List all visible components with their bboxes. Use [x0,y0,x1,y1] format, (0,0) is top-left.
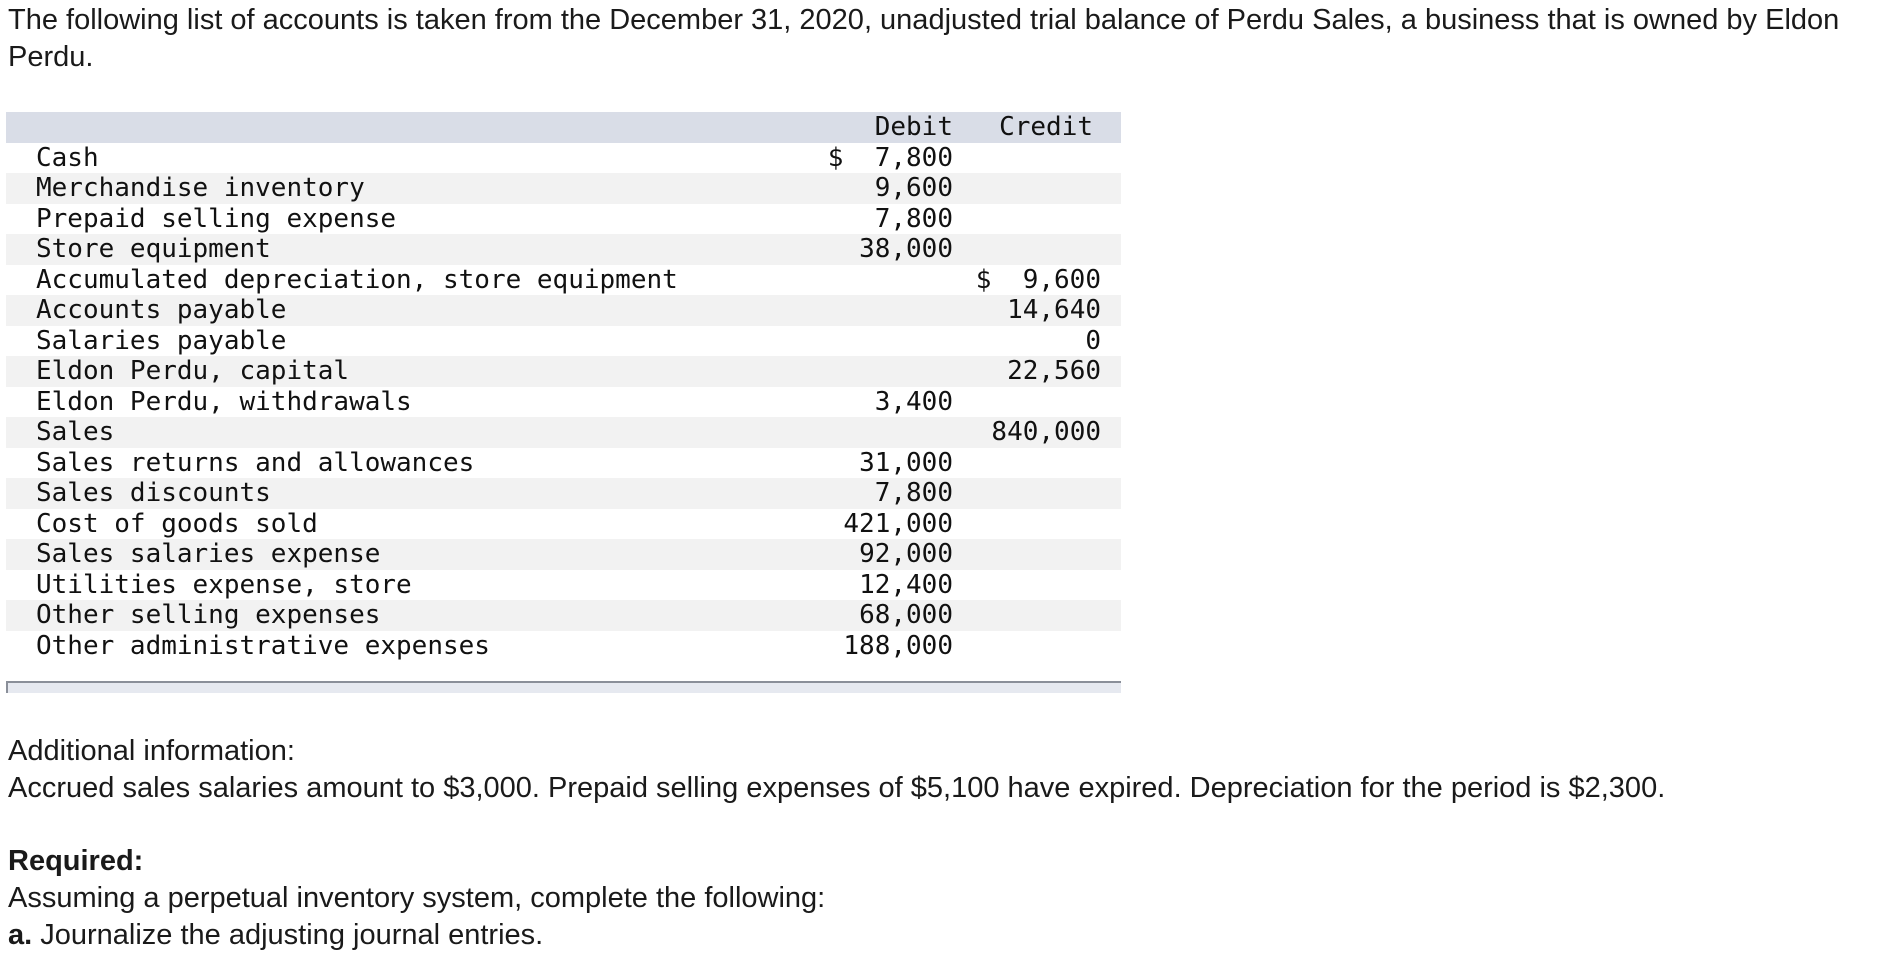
debit-amount [816,356,953,387]
account-name: Prepaid selling expense [36,203,397,234]
credit-amount: 14,640 [1007,295,1101,326]
account-name: Other administrative expenses [36,630,490,661]
account-name: Store equipment [36,234,271,265]
debit-amount: 3,400 [874,386,953,417]
table-row [6,600,1121,631]
debit-amount: 9,600 [874,173,953,204]
table-row [6,539,1121,570]
part-a-label: a. [8,919,33,951]
credit-amount: 0 [1085,325,1101,356]
debit-amount: 31,000 [859,447,953,478]
account-name: Merchandise inventory [36,173,365,204]
table-row [6,509,1121,540]
credit-amount [953,204,1121,235]
credit-amount [953,539,1121,570]
debit-amount: 421,000 [843,508,953,539]
account-name: Accounts payable [36,295,287,326]
debit-amount [816,265,953,296]
trial-balance-body [6,143,1121,662]
table-row [6,387,1121,418]
table-row [6,448,1121,479]
account-name: Sales discounts [36,478,271,509]
debit-amount: 12,400 [859,569,953,600]
debit-amount: $ 7,800 [827,142,953,173]
credit-amount [953,570,1121,601]
account-name: Sales returns and allowances [36,447,475,478]
account-name: Cost of goods sold [36,508,318,539]
additional-text: Accrued sales salaries amount to $3,000. Prepaid selling expenses of $5,100 have expired. Depreciation for the period is $2,300. [8,772,1666,804]
debit-amount [816,326,953,357]
additional-heading: Additional information: [8,735,295,767]
credit-amount [953,600,1121,631]
debit-amount: 92,000 [859,539,953,570]
table-row [6,417,1121,448]
debit-amount: 7,800 [874,478,953,509]
credit-amount [953,387,1121,418]
intro-paragraph: The following list of accounts is taken from the December 31, 2020, unadjusted trial balance of Perdu Sales, a business that is owned by Eldon Perdu. [8,4,1840,73]
debit-amount [816,417,953,448]
account-name: Salaries payable [36,325,287,356]
account-name: Cash [36,142,99,173]
table-row [6,265,1121,296]
required-heading: Required: [8,845,144,877]
credit-amount [953,448,1121,479]
debit-amount: 68,000 [859,600,953,631]
table-row [6,356,1121,387]
credit-amount: $ 9,600 [975,264,1101,295]
required-section [8,843,1878,954]
table-scrollbar[interactable] [6,681,1121,693]
part-a [8,917,1878,954]
debit-column-header: Debit [874,112,953,143]
debit-amount: 188,000 [843,630,953,661]
credit-amount [953,143,1121,174]
debit-amount [816,295,953,326]
table-row [6,143,1121,174]
table-row [6,326,1121,357]
account-column-header [6,112,816,143]
account-name: Eldon Perdu, withdrawals [36,386,412,417]
debit-amount: 7,800 [874,203,953,234]
credit-amount [953,173,1121,204]
part-a-text: Journalize the adjusting journal entries. [32,919,544,951]
table-spacer [6,661,1121,681]
credit-amount: 22,560 [1007,356,1101,387]
table-row [6,295,1121,326]
trial-balance-header-row [6,112,1121,143]
account-name: Utilities expense, store [36,569,412,600]
account-name: Accumulated depreciation, store equipment [36,264,678,295]
table-row [6,478,1121,509]
account-name: Sales salaries expense [36,539,381,570]
account-name: Eldon Perdu, capital [36,356,350,387]
table-row [6,570,1121,601]
table-row [6,234,1121,265]
credit-column-header: Credit [999,112,1093,143]
additional-information [8,733,1878,807]
table-row [6,173,1121,204]
trial-balance-table [6,112,1121,661]
account-name: Sales [36,417,115,448]
credit-amount [953,631,1121,662]
credit-amount [953,478,1121,509]
debit-amount: 38,000 [859,234,953,265]
credit-amount [953,509,1121,540]
required-instruction: Assuming a perpetual inventory system, complete the following: [8,882,826,914]
trial-balance [6,112,1121,693]
credit-amount [953,234,1121,265]
table-row [6,204,1121,235]
table-row [6,631,1121,662]
credit-amount: 840,000 [991,417,1101,448]
account-name: Other selling expenses [36,600,381,631]
